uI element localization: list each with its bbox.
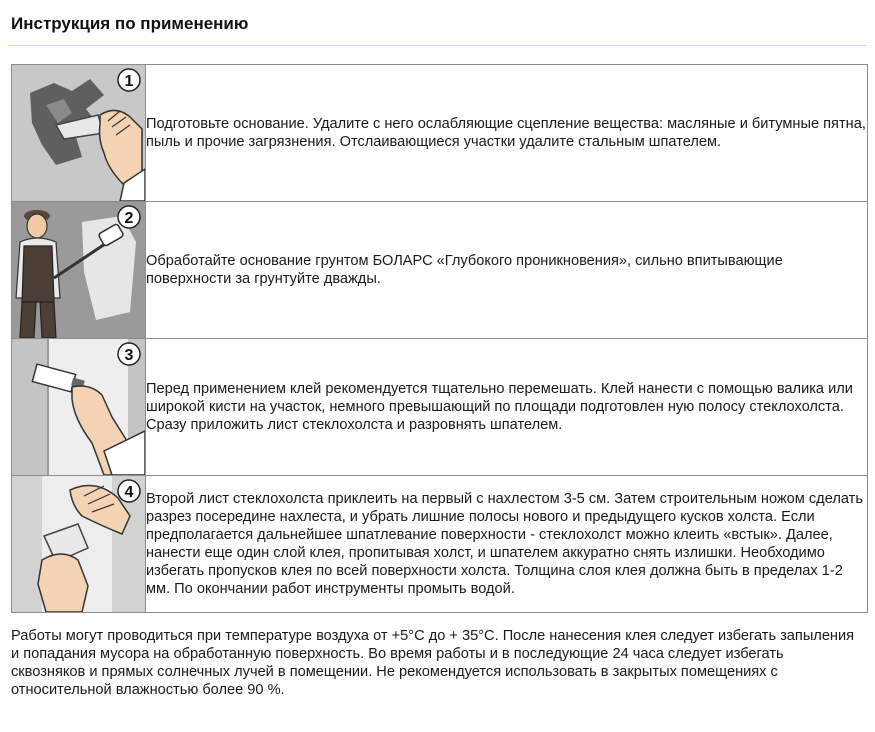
step-row-1 bbox=[12, 65, 868, 202]
step-1-illustration bbox=[12, 65, 146, 202]
step-4-text: Второй лист стеклохолста приклеить на первый с нахлестом 3-5 см. Затем строительным ножом сделать разрез посередине нахлеста, и убрать лишние полосы нового и предыдущего кусков холста. Если предполагается дальнейшее шпатлевание поверхности - стеклохолст можно клеить «встык». Далее, нанести еще один слой клея, пропитывая холст, и шпателем аккуратно снять излишки. Необходимо избегать пропусков клея по всей поверхности холста. Толщина слоя клея должна быть в пределах 1-2 мм. По окончании работ инструменты промыть водой. bbox=[146, 476, 868, 613]
step-row-4 bbox=[12, 476, 868, 613]
usage-conditions-note: Работы могут проводиться при температуре воздуха от +5°С до + 35°С. После нанесения клея следует избегать запыления и попадания мусора на обработанную поверхность. Во время работы и в последующие 24 часа следует избегать сквозняков и прямых солнечных лучей в помещении. Не рекомендуется использовать в закрытых помещениях с относительной влажностью более 90 %. bbox=[11, 628, 855, 698]
scraping-wall-illustration bbox=[12, 65, 145, 201]
step-3-text: Перед применением клей рекомендуется тщательно перемешать. Клей нанести с помощью валика или широкой кисти на участок, немного превышающий по площади подготовлен ную полосу стеклохолста. Сразу приложить лист стеклохолста и разровнять шпателем. bbox=[146, 339, 868, 476]
svg-text:2: 2 bbox=[124, 210, 134, 227]
step-row-2 bbox=[12, 202, 868, 339]
page-title: Инструкция по применению bbox=[11, 14, 249, 33]
step-2-text: Обработайте основание грунтом БОЛАРС «Глубокого проникновения», сильно впитывающие поверхности за грунтуйте дважды. bbox=[146, 202, 868, 339]
step-4-illustration bbox=[12, 476, 146, 613]
instruction-steps-table bbox=[11, 64, 868, 613]
step-row-3 bbox=[12, 339, 868, 476]
smoothing-canvas-illustration bbox=[12, 476, 145, 612]
step-2-illustration bbox=[12, 202, 146, 339]
svg-text:4: 4 bbox=[124, 484, 134, 501]
svg-text:3: 3 bbox=[124, 347, 134, 364]
step-3-illustration bbox=[12, 339, 146, 476]
applying-glue-illustration bbox=[12, 339, 145, 475]
title-divider bbox=[8, 45, 867, 46]
step-1-text: Подготовьте основание. Удалите с него ослабляющие сцепление вещества: масляные и битумные пятна, пыль и прочие загрязнения. Отслаивающиеся участки удалите стальным шпателем. bbox=[146, 65, 868, 202]
priming-wall-illustration bbox=[12, 202, 145, 338]
svg-text:1: 1 bbox=[124, 73, 134, 90]
